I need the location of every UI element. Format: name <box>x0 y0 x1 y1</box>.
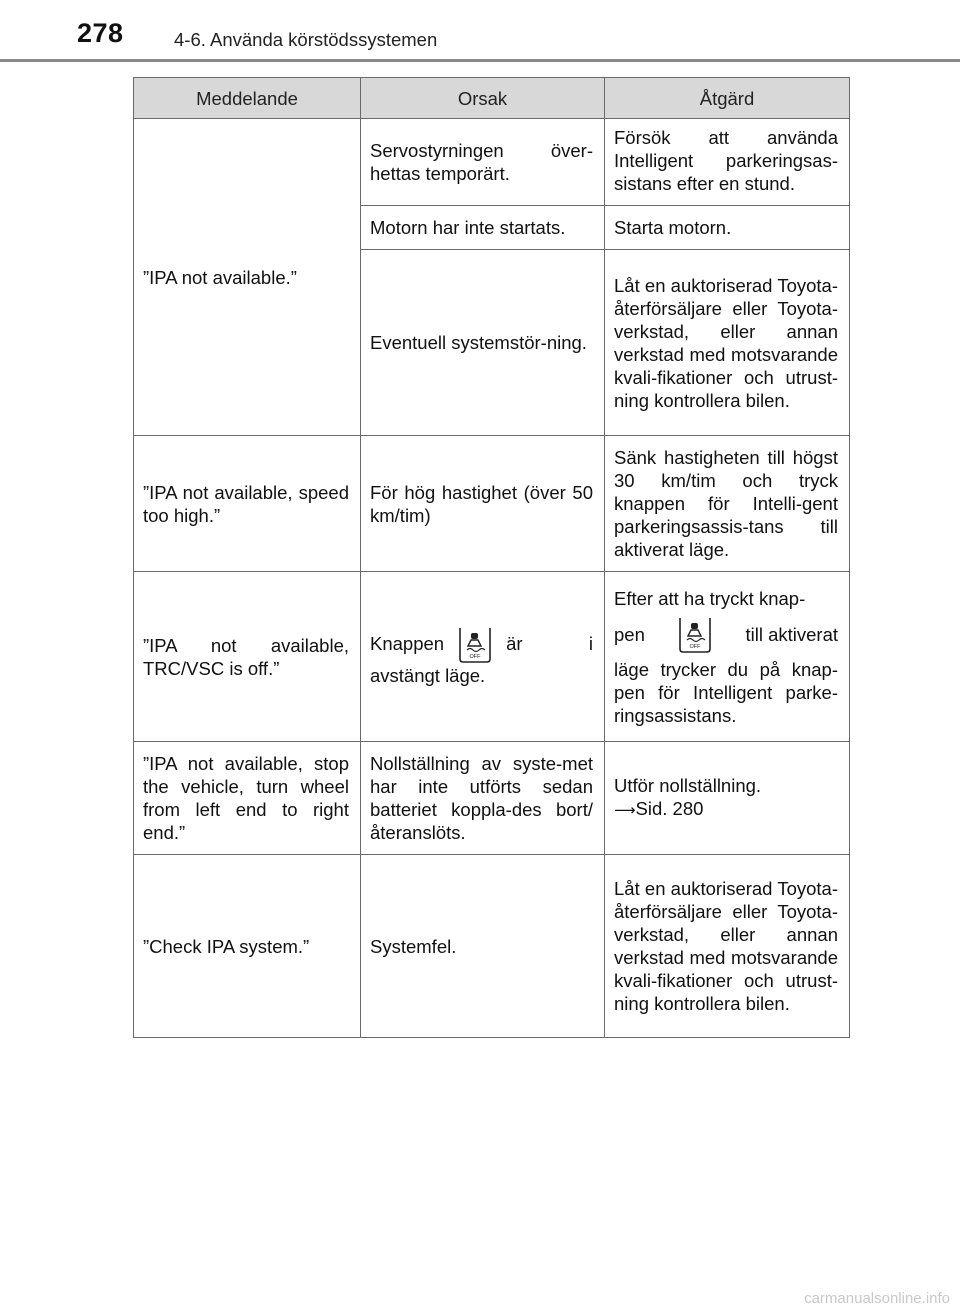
svg-text:OFF: OFF <box>689 643 701 650</box>
cause-text-before-icon: Knappen <box>370 632 445 654</box>
cause-cell <box>361 572 605 742</box>
column-header-action: Åtgärd <box>605 78 850 119</box>
svg-text:OFF: OFF <box>469 654 481 660</box>
action-text-rest: läge trycker du på knap-pen för Intelligent parke-ringsassistans. <box>614 658 838 726</box>
action-text-line: Efter att ha tryckt knap- <box>614 587 806 609</box>
table-row <box>134 742 850 855</box>
table-row <box>134 119 850 206</box>
warning-message-table <box>133 77 850 1038</box>
page-number: 278 <box>77 18 124 48</box>
action-cell: Låt en auktoriserad Toyota-återförsäljare eller Toyota-verkstad, eller annan verkstad med motsvarande kvali-fikationer och utrust-ning kontrollera bilen. <box>605 855 850 1038</box>
cause-cell: Motorn har inte startats. <box>361 206 605 250</box>
action-cell: Sänk hastigheten till högst 30 km/tim och tryck knappen för Intelli-gent parkeringsassis-tans till aktiverat läge. <box>605 436 850 572</box>
column-header-cause: Orsak <box>361 78 605 119</box>
section-title: 4-6. Använda körstödssystemen <box>174 29 438 50</box>
message-cell: ”IPA not available.” <box>134 119 361 436</box>
action-text: Utför nollställning. <box>614 775 762 796</box>
message-cell: ”IPA not available, TRC/VSC is off.” <box>134 572 361 742</box>
table-row <box>134 436 850 572</box>
message-cell: ”IPA not available, stop the vehicle, turn wheel from left end to right end.” <box>134 742 361 855</box>
table-row <box>134 572 850 742</box>
action-cell <box>605 742 850 855</box>
action-cell: Starta motorn. <box>605 206 850 250</box>
action-cell: Försök att använda Intelligent parkeringsas-sistans efter en stund. <box>605 119 850 206</box>
action-cell <box>605 572 850 742</box>
page-reference <box>614 797 838 822</box>
message-cell: ”IPA not available, speed too high.” <box>134 436 361 572</box>
arrow-right-icon: ⟶ <box>614 802 636 819</box>
cause-cell: Nollställning av syste-met har inte utförts sedan batteriet koppla-des bort/återanslöts. <box>361 742 605 855</box>
cause-cell: För hög hastighet (över 50 km/tim) <box>361 436 605 572</box>
page-header <box>0 0 960 62</box>
table-header-row <box>134 78 850 119</box>
action-cell: Låt en auktoriserad Toyota-återförsäljare eller Toyota-verkstad, eller annan verkstad med motsvarande kvali-fikationer och utrust-ning kontrollera bilen. <box>605 250 850 436</box>
action-line-with-icon <box>614 616 838 654</box>
page-reference-text: Sid. 280 <box>635 798 704 819</box>
header-divider <box>0 59 960 62</box>
watermark: carmanualsonline.info <box>804 1290 950 1307</box>
table-row <box>134 855 850 1038</box>
vsc-off-button-icon <box>678 616 712 654</box>
cause-text-after-icon: är i avstängt läge. <box>370 632 593 686</box>
cause-cell: Eventuell systemstör-ning. <box>361 250 605 436</box>
column-header-message: Meddelande <box>134 78 361 119</box>
action-text-pen: pen <box>614 624 645 645</box>
cause-cell: Systemfel. <box>361 855 605 1038</box>
cause-cell: Servostyrningen över-hettas temporärt. <box>361 119 605 206</box>
message-cell: ”Check IPA system.” <box>134 855 361 1038</box>
vsc-off-button-icon <box>458 626 492 664</box>
action-text-after-icon: till aktiverat <box>745 624 838 645</box>
